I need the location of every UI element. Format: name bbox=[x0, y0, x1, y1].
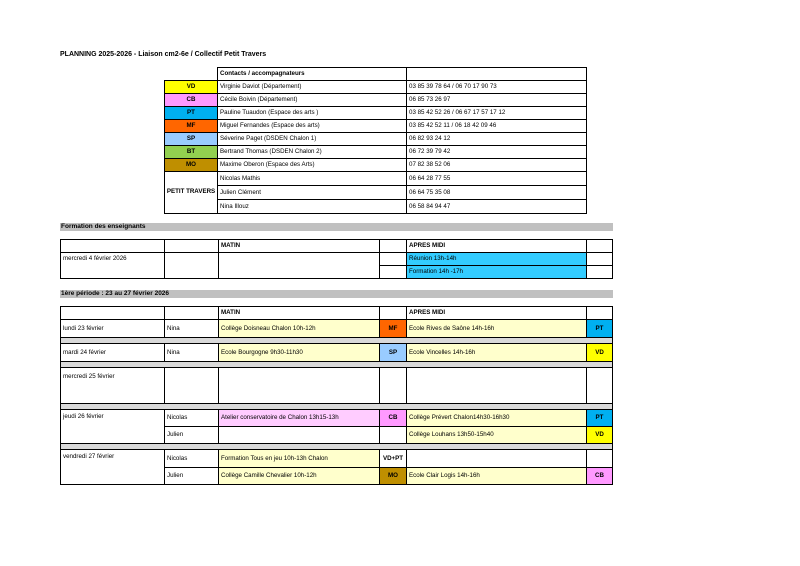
pm-slot: Collège Louhans 13h50-15h40 bbox=[406, 426, 587, 444]
person-cell: Nina bbox=[164, 343, 219, 362]
code-badge: VD bbox=[586, 343, 613, 362]
contact-phone: 06 72 39 79 42 bbox=[407, 145, 587, 158]
contact-phone: 06 58 84 94 47 bbox=[407, 199, 587, 213]
col-apres-midi-header: APRES MIDI bbox=[406, 306, 587, 320]
contact-name: Pauline Tuaudon (Espace des arts ) bbox=[218, 106, 407, 119]
contact-name: Nina Illouz bbox=[218, 199, 407, 213]
contact-phone: 06 64 28 77 55 bbox=[407, 171, 587, 185]
date-cell: lundi 23 février bbox=[60, 319, 165, 338]
am-slot: Ecole Bourgogne 9h30-11h30 bbox=[218, 343, 380, 362]
date-cell: jeudi 26 février bbox=[60, 409, 165, 444]
pm-slot: Collège Prévert Chalon14h30-16h30 bbox=[406, 409, 587, 427]
am-slot: Atelier conservatoire de Chalon 13h15-13h bbox=[218, 409, 380, 427]
contact-name: Cécile Boivin (Département) bbox=[218, 93, 407, 106]
code-badge: MF bbox=[379, 319, 407, 338]
person-cell: Julien bbox=[164, 467, 219, 485]
contact-phone: 03 85 42 52 26 / 06 67 17 57 17 12 bbox=[407, 106, 587, 119]
contact-name: Julien Clément bbox=[218, 185, 407, 199]
col-matin-header: MATIN bbox=[218, 306, 380, 320]
person-cell: Nicolas bbox=[164, 409, 219, 427]
date-cell: mardi 24 février bbox=[60, 343, 165, 362]
contact-row bbox=[165, 158, 587, 171]
contact-row bbox=[165, 106, 587, 119]
date-cell: mercredi 4 février 2026 bbox=[60, 252, 165, 279]
contact-phone: 06 85 73 26 97 bbox=[407, 93, 587, 106]
contact-row bbox=[165, 185, 587, 199]
code-badge: CB bbox=[379, 409, 407, 427]
am-slot: Formation Tous en jeu 10h-13h Chalon bbox=[218, 449, 380, 468]
contact-row bbox=[165, 199, 587, 213]
contact-phone: 06 82 93 24 12 bbox=[407, 132, 587, 145]
contact-row bbox=[165, 145, 587, 158]
contacts-header: Contacts / accompagnateurs bbox=[218, 68, 407, 81]
contact-name: Nicolas Mathis bbox=[218, 171, 407, 185]
contact-name: Bertrand Thomas (DSDEN Chalon 2) bbox=[218, 145, 407, 158]
code-badge: BT bbox=[165, 145, 218, 158]
code-badge: SP bbox=[165, 132, 218, 145]
date-cell: vendredi 27 février bbox=[60, 449, 165, 485]
code-badge: SP bbox=[379, 343, 407, 362]
code-badge: PT bbox=[586, 319, 613, 338]
am-slot: Collège Camille Chevalier 10h-12h bbox=[218, 467, 380, 485]
pm-slot: Ecole Clair Logis 14h-16h bbox=[406, 467, 587, 485]
contact-name: Miguel Fernandes (Espace des arts) bbox=[218, 119, 407, 132]
person-cell: Julien bbox=[164, 426, 219, 444]
formation-band: Formation des enseignants bbox=[60, 223, 613, 231]
contacts-table bbox=[164, 67, 587, 214]
code-badge: PT bbox=[165, 106, 218, 119]
contact-row bbox=[165, 93, 587, 106]
code-badge: VD bbox=[586, 426, 613, 444]
am-slot: Collège Doisneau Chalon 10h-12h bbox=[218, 319, 380, 338]
period-band: 1ère période : 23 au 27 février 2026 bbox=[60, 290, 613, 298]
pm-slot: Réunion 13h-14h bbox=[406, 252, 587, 266]
page-title: PLANNING 2025-2026 - Liaison cm2-6e / Collectif Petit Travers bbox=[60, 51, 267, 58]
code-badge: MO bbox=[379, 467, 407, 485]
code-badge: CB bbox=[586, 467, 613, 485]
person-cell: Nina bbox=[164, 319, 219, 338]
contact-name: Séverine Paget (DSDEN Chalon 1) bbox=[218, 132, 407, 145]
contact-row bbox=[165, 119, 587, 132]
code-badge: PT bbox=[586, 409, 613, 427]
code-badge: VD bbox=[165, 80, 218, 93]
contact-row bbox=[165, 171, 587, 185]
group-label: PETIT TRAVERS bbox=[165, 171, 218, 213]
code-badge: CB bbox=[165, 93, 218, 106]
col-matin-header: MATIN bbox=[218, 239, 380, 253]
date-cell: mercredi 25 février bbox=[60, 367, 165, 404]
contact-row bbox=[165, 80, 587, 93]
pm-slot: Formation 14h -17h bbox=[406, 265, 587, 279]
contact-name: Maxime Oberon (Espace des Arts) bbox=[218, 158, 407, 171]
code-badge: MF bbox=[165, 119, 218, 132]
contact-phone: 06 64 75 35 08 bbox=[407, 185, 587, 199]
person-cell: Nicolas bbox=[164, 449, 219, 468]
code-badge: VD+PT bbox=[379, 449, 407, 468]
pm-slot: Ecole Vincelles 14h-16h bbox=[406, 343, 587, 362]
contact-row bbox=[165, 132, 587, 145]
col-apres-midi-header: APRES MIDI bbox=[406, 239, 587, 253]
code-badge: MO bbox=[165, 158, 218, 171]
pm-slot: Ecole Rives de Saône 14h-16h bbox=[406, 319, 587, 338]
contact-phone: 03 85 39 78 64 / 06 70 17 90 73 bbox=[407, 80, 587, 93]
contact-name: Virginie Daviot (Département) bbox=[218, 80, 407, 93]
contact-phone: 07 82 38 52 06 bbox=[407, 158, 587, 171]
contact-phone: 03 85 42 52 11 / 06 18 42 09 46 bbox=[407, 119, 587, 132]
